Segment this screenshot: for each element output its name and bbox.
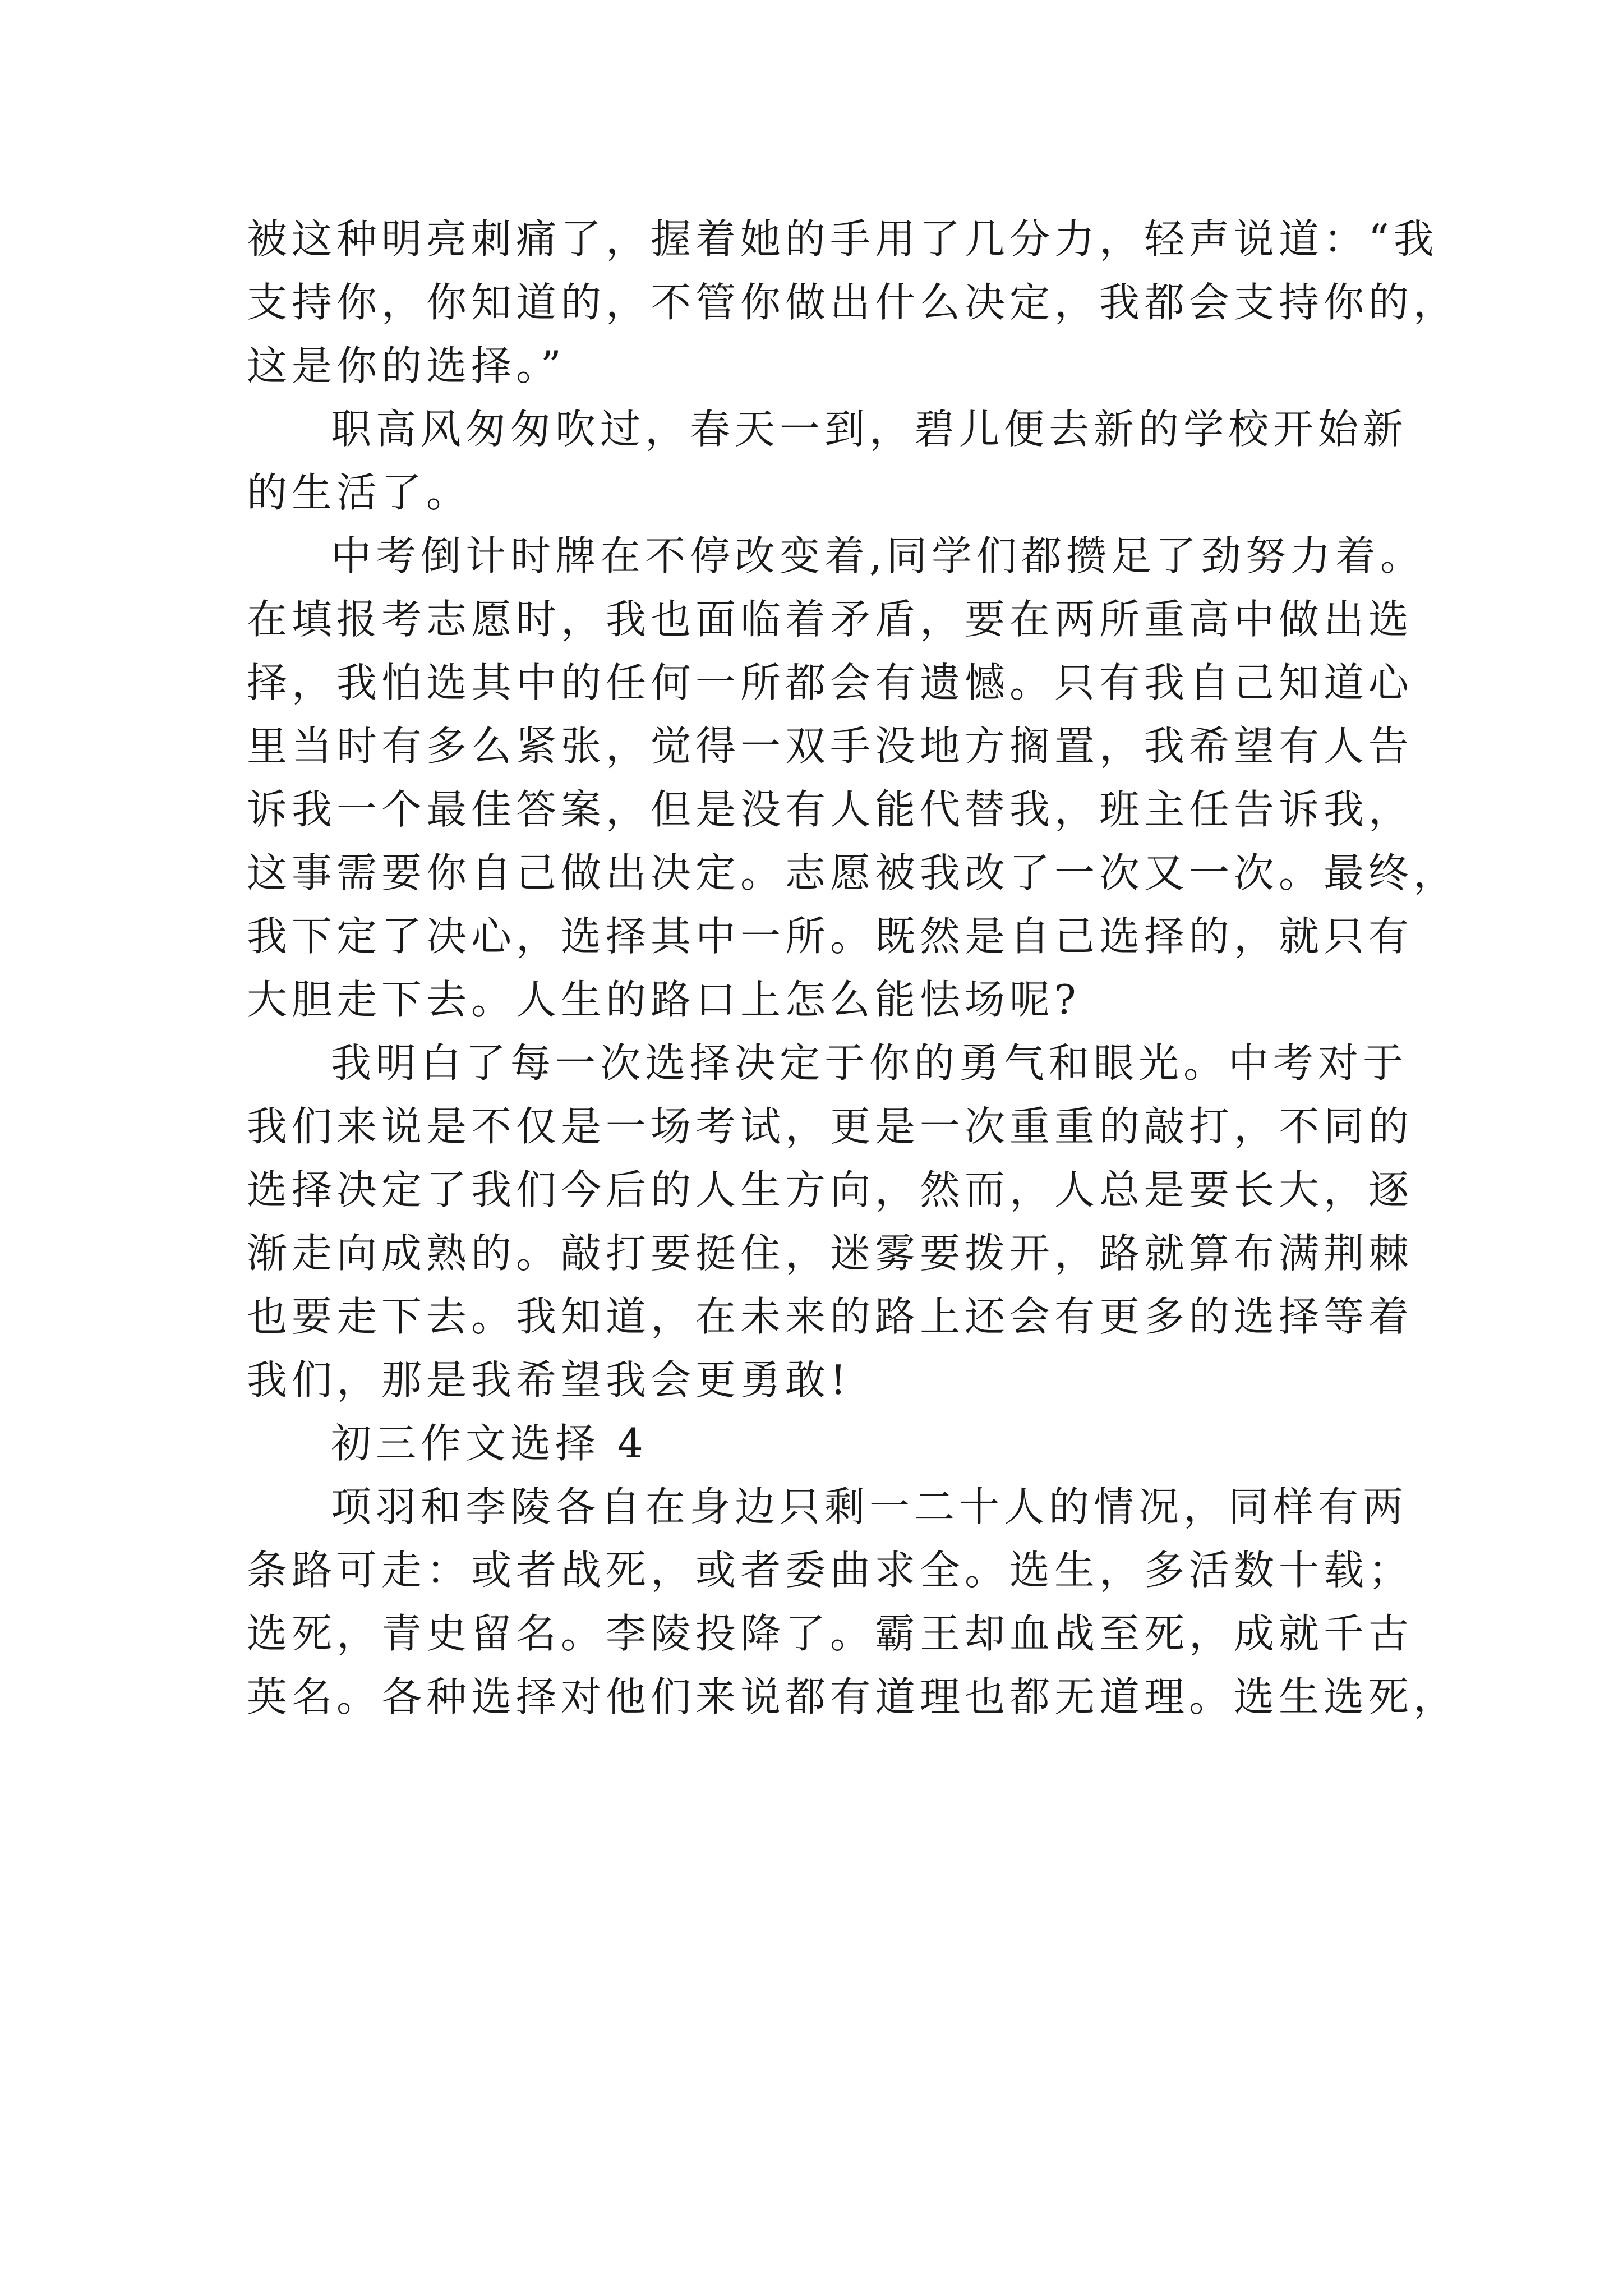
text-line: 选择决定了我们今后的人生方向，然而，人总是要长大，逐 bbox=[247, 1166, 1414, 1213]
essay-body bbox=[247, 208, 1459, 1729]
text-line: 我们，那是我希望我会更勇敢! bbox=[247, 1356, 851, 1404]
section-heading: 初三作文选择 4 bbox=[331, 1420, 648, 1467]
text-line: 择，我怕选其中的任何一所都会有遗憾。只有我自己知道心 bbox=[247, 659, 1414, 706]
paragraph-first-line: 项羽和李陵各自在身边只剩一二十人的情况，同样有两 bbox=[331, 1483, 1408, 1530]
text-line: 里当时有多么紧张，觉得一双手没地方搁置，我希望有人告 bbox=[247, 723, 1414, 770]
text-line: 大胆走下去。人生的路口上怎么能怯场呢? bbox=[247, 976, 1081, 1023]
text-line: 渐走向成熟的。敲打要挺住，迷雾要拨开，路就算布满荆棘 bbox=[247, 1230, 1414, 1277]
text-line: 这事需要你自己做出决定。志愿被我改了一次又一次。最终， bbox=[247, 849, 1459, 896]
text-line: 的生活了。 bbox=[247, 469, 472, 516]
text-line: 我们来说是不仅是一场考试，更是一次重重的敲打，不同的 bbox=[247, 1103, 1414, 1150]
text-line: 我下定了决心，选择其中一所。既然是自己选择的，就只有 bbox=[247, 913, 1414, 960]
text-line: 这是你的选择。” bbox=[247, 342, 566, 389]
paragraph-first-line: 中考倒计时牌在不停改变着,同学们都攒足了劲努力着。 bbox=[331, 532, 1425, 579]
text-line: 条路可走：或者战死，或者委曲求全。选生，多活数十载； bbox=[247, 1547, 1414, 1594]
text-line: 也要走下去。我知道，在未来的路上还会有更多的选择等着 bbox=[247, 1293, 1414, 1340]
paragraph-first-line: 职高风匆匆吹过，春天一到，碧儿便去新的学校开始新 bbox=[331, 406, 1408, 453]
text-line: 选死，青史留名。李陵投降了。霸王却血战至死，成就千古 bbox=[247, 1610, 1414, 1657]
text-line: 在填报考志愿时，我也面临着矛盾，要在两所重高中做出选 bbox=[247, 596, 1414, 643]
paragraph-first-line: 我明白了每一次选择决定于你的勇气和眼光。中考对于 bbox=[331, 1039, 1408, 1087]
text-line: 诉我一个最佳答案，但是没有人能代替我，班主任告诉我， bbox=[247, 786, 1414, 833]
text-line: 英名。各种选择对他们来说都有道理也都无道理。选生选死， bbox=[247, 1673, 1459, 1720]
text-line: 支持你，你知道的，不管你做出什么决定，我都会支持你的， bbox=[247, 279, 1459, 326]
text-line: 被这种明亮刺痛了，握着她的手用了几分力，轻声说道：“我 bbox=[247, 215, 1438, 263]
